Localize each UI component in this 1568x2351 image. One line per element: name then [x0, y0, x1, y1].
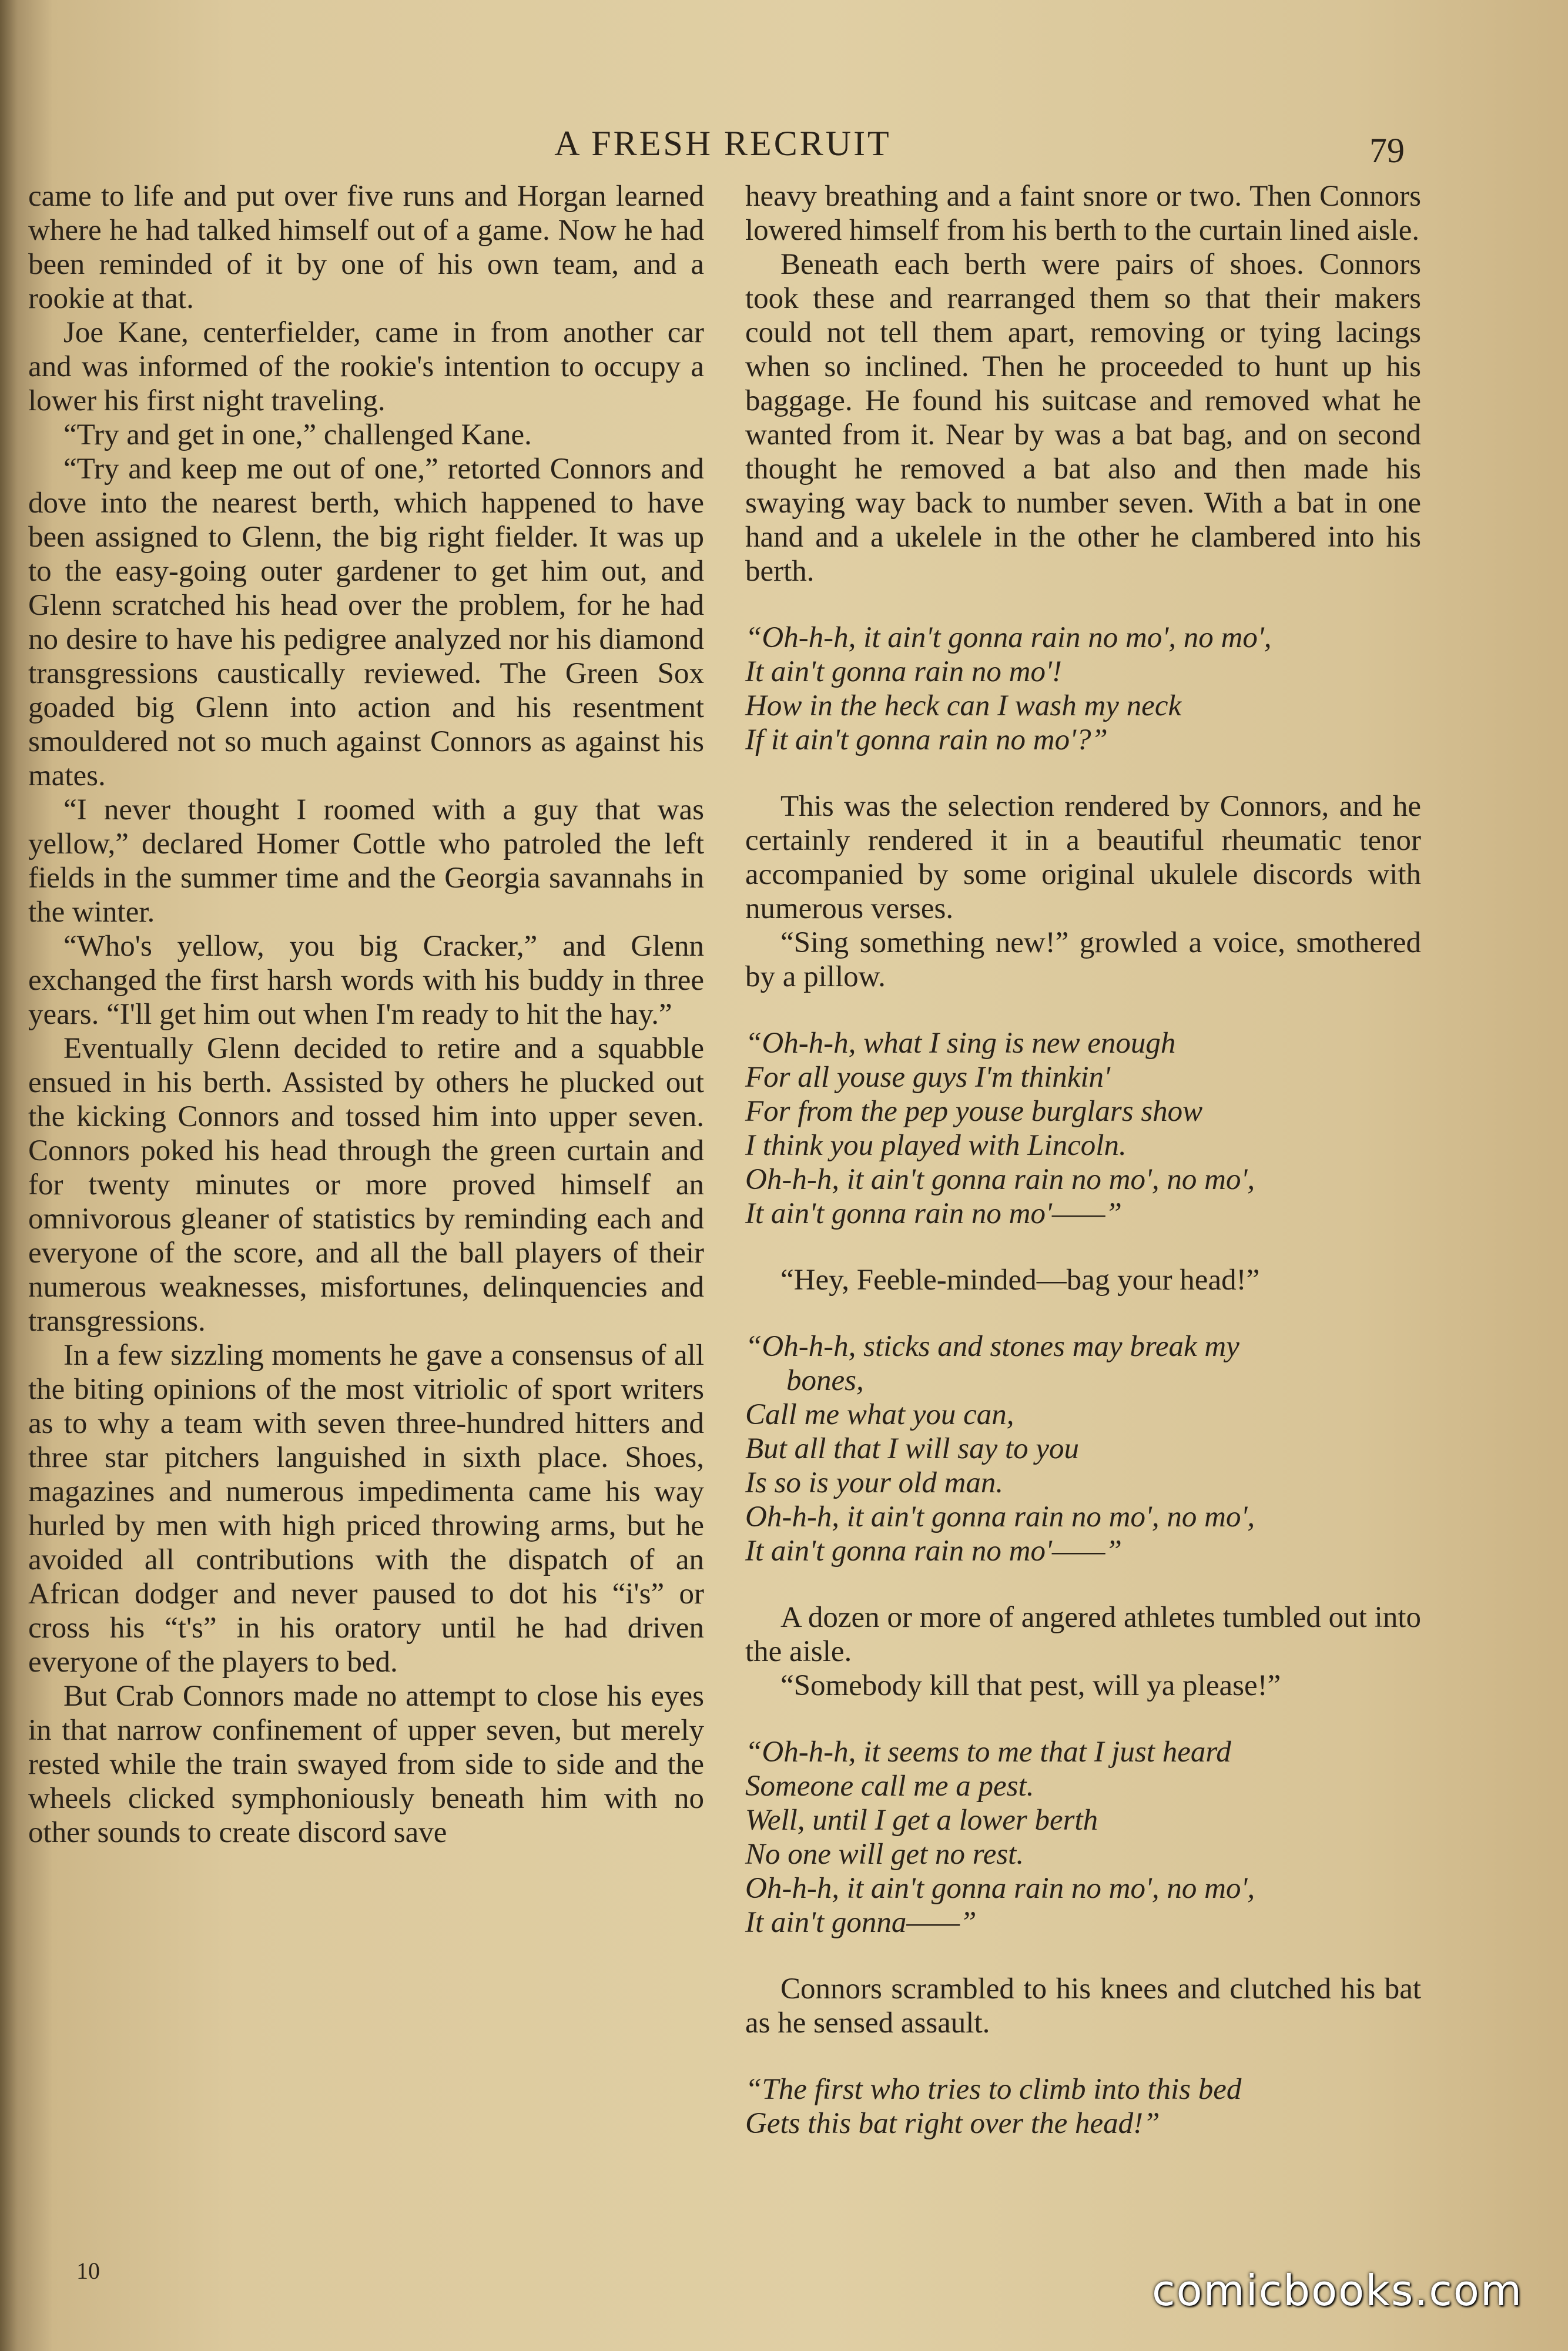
- paragraph: Beneath each berth were pairs of shoes. Connors took these and rearranged them so that their makers could not tell them apart, removing or tying lacings when so inclined. Then he proceeded to hunt up his baggage. He found his suitcase and removed what he wanted from it. Near by was a bat bag, and on second thought he removed a bat also and then made his swaying way back to number seven. With a bat in one hand and a ukelele in the other he clambered into his berth.: [745, 248, 1421, 588]
- verse-line: If it ain't gonna rain no mo'?”: [745, 724, 1108, 756]
- verse-line: Gets this bat right over the head!”: [745, 2107, 1160, 2140]
- paragraph: came to life and put over five runs and Horgan learned where he had talked himself out of a game. Now he had been reminded of it by one of his own team, and a rookie at that.: [28, 180, 704, 315]
- site-watermark: comicbooks.com: [1152, 2266, 1523, 2315]
- verse-line: “Oh-h-h, it seems to me that I just heard: [745, 1736, 1231, 1769]
- right-column: [745, 179, 1421, 2173]
- verse-line: No one will get no rest.: [745, 1838, 1024, 1871]
- verse-line: Call me what you can,: [745, 1398, 1014, 1431]
- verse-line: Well, until I get a lower berth: [745, 1804, 1098, 1837]
- verse-line: But all that I will say to you: [745, 1432, 1080, 1465]
- running-title: A FRESH RECRUIT: [554, 124, 892, 163]
- paragraph: “Try and keep me out of one,” retorted Connors and dove into the nearest berth, which happened to have been assigned to Glenn, the big right fielder. It was up to the easy-going outer gardener to get him out, and Glenn scratched his head over the problem, for he had no desire to have his pedigree analyzed nor his diamond transgressions caustically reviewed. The Green Sox goaded big Glenn into action and his resentment smouldered not so much against Connors as against his mates.: [28, 453, 704, 792]
- paragraph: “Who's yellow, you big Cracker,” and Glenn exchanged the first harsh words with his buddy in three years. “I'll get him out when I'm ready to hit the hay.”: [28, 930, 704, 1031]
- paragraph: This was the selection rendered by Connors, and he certainly rendered it in a beautiful rheumatic tenor accompanied by some original ukulele discords with numerous verses.: [745, 790, 1421, 925]
- verse-line: For from the pep youse burglars show: [745, 1095, 1203, 1128]
- verse-line: I think you played with Lincoln.: [745, 1129, 1127, 1162]
- signature-mark: 10: [76, 2258, 100, 2284]
- verse-line: “Oh-h-h, sticks and stones may break my: [745, 1330, 1239, 1363]
- page-number: 79: [1369, 131, 1405, 170]
- song-verse: [745, 1329, 1421, 1568]
- verse-line: For all youse guys I'm thinkin': [745, 1061, 1110, 1094]
- paragraph: Eventually Glenn decided to retire and a squabble ensued in his berth. Assisted by others he plucked out the kicking Connors and tossed him into upper seven. Connors poked his head through the green curtain and for twenty minutes or more proved himself an omnivorous gleaner of statistics by reminding each and everyone of the score, and all the ball players of their numerous weaknesses, misfortunes, delinquencies and transgressions.: [28, 1032, 704, 1338]
- paragraph: In a few sizzling moments he gave a consensus of all the biting opinions of the most vitriolic of sport writers as to why a team with seven three-hundred hitters and three star pitchers languished in sixth place. Shoes, magazines and numerous impedimenta came his way hurled by men with high priced throwing arms, but he avoided all contributions with the dispatch of an African dodger and never paused to dot his “i's” or cross his “t's” in his oratory until he had driven everyone of the players to bed.: [28, 1339, 704, 1679]
- verse-line: “The first who tries to climb into this bed: [745, 2073, 1242, 2106]
- song-verse: [745, 1026, 1421, 1231]
- verse-line: “Oh-h-h, what I sing is new enough: [745, 1027, 1176, 1060]
- paragraph: Joe Kane, centerfielder, came in from another car and was informed of the rookie's intention to occupy a lower his first night traveling.: [28, 316, 704, 417]
- paragraph: heavy breathing and a faint snore or two. Then Connors lowered himself from his berth to the curtain lined aisle.: [745, 180, 1421, 247]
- verse-line: How in the heck can I wash my neck: [745, 689, 1182, 722]
- paragraph: “Somebody kill that pest, will ya please!”: [780, 1669, 1281, 1702]
- paragraph: “I never thought I roomed with a guy that was yellow,” declared Homer Cottle who patroled the left fields in the summer time and the Georgia savannahs in the winter.: [28, 793, 704, 929]
- verse-line: It ain't gonna rain no mo'!: [745, 655, 1062, 688]
- verse-line: Oh-h-h, it ain't gonna rain no mo', no mo',: [745, 1163, 1255, 1196]
- verse-line: It ain't gonna——”: [745, 1906, 977, 1939]
- verse-line: Oh-h-h, it ain't gonna rain no mo', no mo',: [745, 1872, 1255, 1905]
- song-verse: [745, 1735, 1421, 1940]
- left-column: [28, 179, 704, 1850]
- verse-line: “Oh-h-h, it ain't gonna rain no mo', no mo',: [745, 621, 1272, 654]
- verse-line: Someone call me a pest.: [745, 1770, 1034, 1803]
- paragraph: But Crab Connors made no attempt to close his eyes in that narrow confinement of upper seven, but merely rested while the train swayed from side to side and the wheels clicked symphoniously beneath him with no other sounds to create discord save: [28, 1680, 704, 1849]
- verse-line: Is so is your old man.: [745, 1466, 1004, 1499]
- verse-line: Oh-h-h, it ain't gonna rain no mo', no mo',: [745, 1501, 1255, 1533]
- song-verse: [745, 2072, 1421, 2141]
- verse-line: It ain't gonna rain no mo'——”: [745, 1197, 1122, 1230]
- paragraph: “Sing something new!” growled a voice, smothered by a pillow.: [745, 926, 1421, 993]
- paragraph: Connors scrambled to his knees and clutched his bat as he sensed assault.: [745, 1972, 1421, 2039]
- paragraph: A dozen or more of angered athletes tumbled out into the aisle.: [745, 1601, 1421, 1668]
- paragraph: “Hey, Feeble-minded—bag your head!”: [780, 1264, 1260, 1297]
- verse-line: It ain't gonna rain no mo'——”: [745, 1535, 1122, 1568]
- paragraph: “Try and get in one,” challenged Kane.: [63, 418, 532, 451]
- verse-line-continuation: bones,: [786, 1364, 864, 1397]
- page-header: [0, 123, 1568, 170]
- song-verse: [745, 621, 1421, 757]
